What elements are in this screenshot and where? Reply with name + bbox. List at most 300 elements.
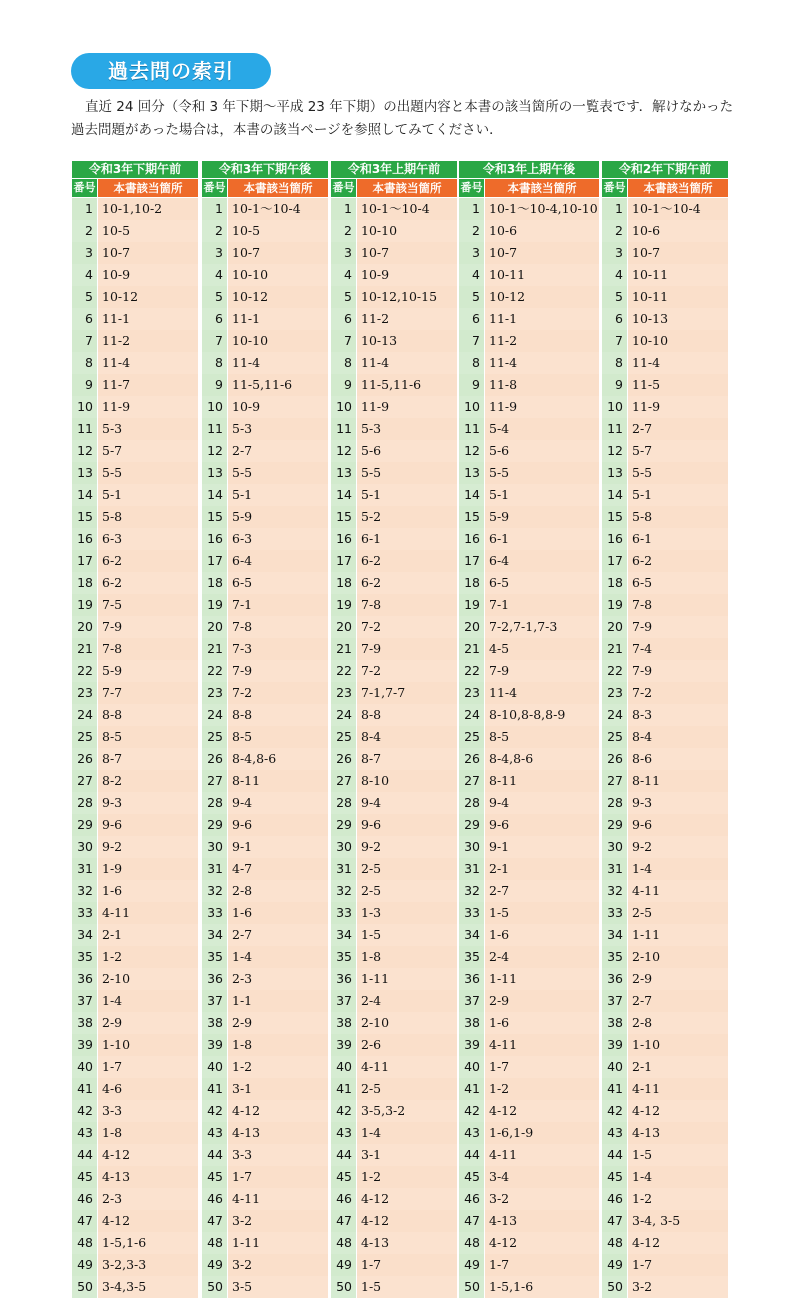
- book-reference: 6-2: [98, 572, 198, 594]
- table-row: [331, 616, 457, 638]
- table-row: [202, 550, 328, 572]
- question-number: 46: [459, 1188, 484, 1210]
- book-reference: 5-2: [357, 506, 457, 528]
- table-row: [602, 484, 728, 506]
- table-row: [202, 1100, 328, 1122]
- question-number: 12: [202, 440, 227, 462]
- book-reference: 5-9: [98, 660, 198, 682]
- exam-session-header: 令和2年下期午前: [602, 161, 728, 178]
- book-reference: 3-2: [228, 1254, 328, 1276]
- exam-session-header: 令和3年上期午後: [459, 161, 599, 178]
- book-reference: 4-5: [485, 638, 599, 660]
- table-row: [602, 550, 728, 572]
- book-reference: 1-3: [357, 902, 457, 924]
- book-reference: 10-5: [228, 220, 328, 242]
- question-number: 36: [459, 968, 484, 990]
- book-reference: 5-1: [98, 484, 198, 506]
- table-row: [72, 220, 198, 242]
- book-reference: 10-10: [228, 264, 328, 286]
- question-number: 41: [72, 1078, 97, 1100]
- book-reference: 1-11: [485, 968, 599, 990]
- table-row: [459, 462, 599, 484]
- book-reference: 5-5: [228, 462, 328, 484]
- number-header: 番号: [202, 179, 227, 197]
- question-number: 44: [602, 1144, 627, 1166]
- question-number: 41: [202, 1078, 227, 1100]
- book-reference: 1-7: [228, 1166, 328, 1188]
- question-number: 27: [331, 770, 356, 792]
- table-row: [72, 660, 198, 682]
- book-reference: 10-7: [628, 242, 728, 264]
- question-number: 36: [72, 968, 97, 990]
- book-reference: 5-9: [485, 506, 599, 528]
- table-row: [459, 880, 599, 902]
- book-reference: 8-10,8-8,8-9: [485, 704, 599, 726]
- question-number: 33: [602, 902, 627, 924]
- table-row: [602, 660, 728, 682]
- book-reference: 2-7: [228, 440, 328, 462]
- book-reference: 8-7: [98, 748, 198, 770]
- table-row: [602, 418, 728, 440]
- question-number: 32: [602, 880, 627, 902]
- book-reference: 1-6: [228, 902, 328, 924]
- exam-session-header: 令和3年上期午前: [331, 161, 457, 178]
- table-row: [72, 726, 198, 748]
- question-number: 10: [202, 396, 227, 418]
- book-reference: 11-1: [228, 308, 328, 330]
- book-reference: 1-10: [628, 1034, 728, 1056]
- question-number: 40: [459, 1056, 484, 1078]
- question-number: 50: [602, 1276, 627, 1298]
- book-reference: 2-3: [228, 968, 328, 990]
- book-reference: 10-9: [228, 396, 328, 418]
- column-subheader: [459, 179, 599, 197]
- table-row: [202, 682, 328, 704]
- question-number: 13: [331, 462, 356, 484]
- table-row: [459, 330, 599, 352]
- table-row: [459, 440, 599, 462]
- book-reference: 1-6: [98, 880, 198, 902]
- book-reference: 6-3: [228, 528, 328, 550]
- question-number: 40: [72, 1056, 97, 1078]
- table-row: [602, 352, 728, 374]
- question-number: 3: [459, 242, 484, 264]
- question-number: 40: [331, 1056, 356, 1078]
- question-number: 6: [331, 308, 356, 330]
- table-row: [72, 770, 198, 792]
- table-row: [459, 858, 599, 880]
- table-row: [72, 1122, 198, 1144]
- question-number: 25: [72, 726, 97, 748]
- question-number: 3: [602, 242, 627, 264]
- question-number: 1: [602, 198, 627, 220]
- table-row: [602, 330, 728, 352]
- table-row: [331, 924, 457, 946]
- table-row: [202, 1254, 328, 1276]
- table-row: [72, 462, 198, 484]
- book-reference: 9-4: [228, 792, 328, 814]
- book-reference: 11-4: [98, 352, 198, 374]
- table-row: [459, 1276, 599, 1298]
- question-number: 49: [72, 1254, 97, 1276]
- table-row: [602, 814, 728, 836]
- book-reference: 8-4,8-6: [228, 748, 328, 770]
- book-reference: 2-10: [357, 1012, 457, 1034]
- question-number: 24: [459, 704, 484, 726]
- question-number: 41: [459, 1078, 484, 1100]
- table-row: [202, 660, 328, 682]
- question-number: 5: [202, 286, 227, 308]
- table-row: [459, 1100, 599, 1122]
- question-number: 41: [602, 1078, 627, 1100]
- book-reference: 3-4, 3-5: [628, 1210, 728, 1232]
- question-number: 2: [459, 220, 484, 242]
- table-row: [331, 1188, 457, 1210]
- book-reference: 8-4: [357, 726, 457, 748]
- table-row: [331, 792, 457, 814]
- question-number: 14: [202, 484, 227, 506]
- book-reference: 2-4: [485, 946, 599, 968]
- book-reference: 5-3: [98, 418, 198, 440]
- book-reference: 11-9: [98, 396, 198, 418]
- table-row: [602, 1166, 728, 1188]
- question-number: 35: [459, 946, 484, 968]
- question-number: 2: [202, 220, 227, 242]
- table-row: [202, 308, 328, 330]
- book-reference: 11-8: [485, 374, 599, 396]
- exam-column-group: [202, 161, 328, 1298]
- question-number: 15: [331, 506, 356, 528]
- table-row: [331, 1078, 457, 1100]
- table-row: [459, 902, 599, 924]
- question-number: 34: [72, 924, 97, 946]
- table-row: [459, 1034, 599, 1056]
- question-number: 39: [602, 1034, 627, 1056]
- question-number: 50: [72, 1276, 97, 1298]
- table-row: [459, 264, 599, 286]
- book-reference: 10-7: [98, 242, 198, 264]
- table-row: [459, 198, 599, 220]
- question-number: 29: [331, 814, 356, 836]
- question-number: 21: [72, 638, 97, 660]
- table-row: [202, 528, 328, 550]
- table-row: [202, 374, 328, 396]
- question-number: 5: [459, 286, 484, 308]
- table-row: [459, 1210, 599, 1232]
- book-reference: 10-6: [628, 220, 728, 242]
- book-reference: 10-7: [228, 242, 328, 264]
- question-number: 31: [72, 858, 97, 880]
- table-row: [202, 814, 328, 836]
- book-reference: 1-2: [98, 946, 198, 968]
- question-number: 8: [202, 352, 227, 374]
- question-number: 49: [459, 1254, 484, 1276]
- book-reference: 7-7: [98, 682, 198, 704]
- book-reference: 8-11: [485, 770, 599, 792]
- book-reference: 10-1～10-4: [357, 198, 457, 220]
- book-reference: 5-7: [628, 440, 728, 462]
- question-number: 12: [72, 440, 97, 462]
- exam-session-header: 令和3年下期午後: [202, 161, 328, 178]
- table-row: [72, 704, 198, 726]
- book-reference: 3-5: [228, 1276, 328, 1298]
- book-reference: 8-3: [628, 704, 728, 726]
- table-row: [331, 396, 457, 418]
- book-reference: 10-12: [98, 286, 198, 308]
- book-reference: 2-10: [98, 968, 198, 990]
- question-number: 28: [202, 792, 227, 814]
- question-number: 14: [331, 484, 356, 506]
- question-number: 25: [331, 726, 356, 748]
- question-number: 45: [459, 1166, 484, 1188]
- book-reference: 6-5: [485, 572, 599, 594]
- table-row: [331, 484, 457, 506]
- question-number: 38: [602, 1012, 627, 1034]
- table-row: [459, 836, 599, 858]
- book-reference: 7-1: [228, 594, 328, 616]
- book-reference: 1-8: [98, 1122, 198, 1144]
- book-reference: 7-2: [357, 616, 457, 638]
- book-reference: 1-9: [98, 858, 198, 880]
- question-number: 3: [72, 242, 97, 264]
- book-reference: 1-2: [628, 1188, 728, 1210]
- question-number: 13: [72, 462, 97, 484]
- book-reference: 8-10: [357, 770, 457, 792]
- book-reference: 9-2: [628, 836, 728, 858]
- table-row: [202, 440, 328, 462]
- table-row: [602, 1210, 728, 1232]
- table-row: [459, 1232, 599, 1254]
- question-number: 46: [602, 1188, 627, 1210]
- question-number: 46: [331, 1188, 356, 1210]
- table-row: [72, 1166, 198, 1188]
- table-row: [202, 638, 328, 660]
- table-row: [202, 220, 328, 242]
- question-number: 31: [602, 858, 627, 880]
- question-number: 4: [459, 264, 484, 286]
- book-reference: 6-2: [357, 572, 457, 594]
- question-number: 24: [331, 704, 356, 726]
- table-row: [202, 198, 328, 220]
- question-number: 30: [72, 836, 97, 858]
- question-number: 9: [602, 374, 627, 396]
- question-number: 17: [331, 550, 356, 572]
- question-number: 17: [602, 550, 627, 572]
- table-row: [459, 924, 599, 946]
- question-number: 7: [72, 330, 97, 352]
- table-row: [202, 1144, 328, 1166]
- question-number: 14: [72, 484, 97, 506]
- question-number: 22: [72, 660, 97, 682]
- question-number: 23: [602, 682, 627, 704]
- table-row: [72, 242, 198, 264]
- table-row: [331, 594, 457, 616]
- table-row: [72, 1100, 198, 1122]
- book-reference: 11-9: [485, 396, 599, 418]
- table-row: [459, 792, 599, 814]
- table-row: [602, 990, 728, 1012]
- book-reference: 3-3: [98, 1100, 198, 1122]
- book-reference: 4-11: [485, 1144, 599, 1166]
- table-row: [602, 572, 728, 594]
- book-reference: 6-1: [357, 528, 457, 550]
- book-reference: 2-9: [628, 968, 728, 990]
- table-row: [72, 198, 198, 220]
- table-row: [331, 726, 457, 748]
- question-number: 13: [202, 462, 227, 484]
- question-number: 20: [202, 616, 227, 638]
- question-number: 37: [602, 990, 627, 1012]
- question-number: 40: [202, 1056, 227, 1078]
- question-number: 14: [602, 484, 627, 506]
- book-reference: 1-4: [357, 1122, 457, 1144]
- table-row: [459, 1012, 599, 1034]
- table-row: [459, 616, 599, 638]
- question-number: 16: [331, 528, 356, 550]
- question-number: 9: [202, 374, 227, 396]
- book-reference: 2-9: [485, 990, 599, 1012]
- table-row: [331, 1210, 457, 1232]
- book-reference: 5-3: [228, 418, 328, 440]
- table-row: [331, 440, 457, 462]
- book-reference: 5-5: [357, 462, 457, 484]
- question-number: 37: [459, 990, 484, 1012]
- question-number: 20: [331, 616, 356, 638]
- table-row: [331, 374, 457, 396]
- book-reference: 2-7: [228, 924, 328, 946]
- book-reference: 6-5: [628, 572, 728, 594]
- question-number: 27: [602, 770, 627, 792]
- table-row: [602, 1056, 728, 1078]
- table-row: [331, 968, 457, 990]
- question-number: 38: [72, 1012, 97, 1034]
- question-number: 49: [331, 1254, 356, 1276]
- question-number: 16: [202, 528, 227, 550]
- question-number: 23: [72, 682, 97, 704]
- book-reference: 4-12: [485, 1232, 599, 1254]
- book-reference: 2-8: [628, 1012, 728, 1034]
- question-number: 39: [331, 1034, 356, 1056]
- table-row: [202, 572, 328, 594]
- book-reference: 7-9: [357, 638, 457, 660]
- exam-column-group: [72, 161, 198, 1298]
- table-row: [72, 990, 198, 1012]
- table-row: [331, 1012, 457, 1034]
- table-row: [331, 1166, 457, 1188]
- question-number: 36: [602, 968, 627, 990]
- table-row: [602, 462, 728, 484]
- question-number: 49: [602, 1254, 627, 1276]
- book-reference: 1-5: [485, 902, 599, 924]
- book-reference: 1-5,1-6: [485, 1276, 599, 1298]
- table-row: [602, 792, 728, 814]
- table-row: [459, 990, 599, 1012]
- table-row: [602, 968, 728, 990]
- exam-column-group: [331, 161, 457, 1298]
- question-number: 7: [602, 330, 627, 352]
- question-number: 23: [459, 682, 484, 704]
- book-reference: 11-9: [357, 396, 457, 418]
- book-reference: 1-6: [485, 1012, 599, 1034]
- book-reference: 4-12: [357, 1188, 457, 1210]
- question-number: 30: [331, 836, 356, 858]
- book-reference: 5-5: [485, 462, 599, 484]
- table-row: [331, 814, 457, 836]
- table-row: [72, 748, 198, 770]
- table-row: [602, 308, 728, 330]
- question-number: 2: [331, 220, 356, 242]
- table-row: [331, 462, 457, 484]
- question-number: 34: [331, 924, 356, 946]
- book-reference: 3-2: [228, 1210, 328, 1232]
- book-reference: 5-4: [485, 418, 599, 440]
- table-row: [202, 1122, 328, 1144]
- question-number: 10: [459, 396, 484, 418]
- book-reference: 9-6: [228, 814, 328, 836]
- table-row: [459, 704, 599, 726]
- book-reference: 4-12: [98, 1210, 198, 1232]
- book-reference: 10-10: [228, 330, 328, 352]
- table-row: [602, 924, 728, 946]
- table-row: [72, 352, 198, 374]
- book-reference: 4-11: [628, 880, 728, 902]
- question-number: 10: [72, 396, 97, 418]
- table-row: [331, 330, 457, 352]
- table-row: [602, 880, 728, 902]
- question-number: 32: [331, 880, 356, 902]
- table-row: [72, 682, 198, 704]
- question-number: 16: [602, 528, 627, 550]
- book-reference: 8-8: [228, 704, 328, 726]
- table-row: [602, 198, 728, 220]
- book-reference: 5-5: [628, 462, 728, 484]
- table-row: [202, 264, 328, 286]
- intro-paragraph: 直近 24 回分（令和 3 年下期～平成 23 年下期）の出題内容と本書の該当箇所の一覧表です．解けなかった過去問題があった場合は，本書の該当ページを参照してみてください．: [71, 99, 734, 138]
- book-reference: 5-1: [485, 484, 599, 506]
- book-reference: 3-2: [628, 1276, 728, 1298]
- question-number: 11: [459, 418, 484, 440]
- book-reference: 1-4: [228, 946, 328, 968]
- table-row: [602, 726, 728, 748]
- question-number: 43: [202, 1122, 227, 1144]
- book-reference: 7-9: [98, 616, 198, 638]
- book-reference: 1-4: [98, 990, 198, 1012]
- question-number: 22: [459, 660, 484, 682]
- book-reference: 11-4: [628, 352, 728, 374]
- table-row: [602, 770, 728, 792]
- book-reference: 8-5: [98, 726, 198, 748]
- table-row: [72, 1012, 198, 1034]
- book-reference: 4-11: [485, 1034, 599, 1056]
- book-reference: 9-6: [485, 814, 599, 836]
- question-number: 22: [602, 660, 627, 682]
- book-reference: 10-6: [485, 220, 599, 242]
- book-reference: 10-11: [485, 264, 599, 286]
- book-reference: 2-3: [98, 1188, 198, 1210]
- table-row: [602, 902, 728, 924]
- question-number: 26: [202, 748, 227, 770]
- reference-header: 本書該当箇所: [228, 179, 328, 197]
- question-number: 7: [331, 330, 356, 352]
- book-reference: 7-9: [628, 616, 728, 638]
- table-row: [72, 418, 198, 440]
- table-row: [72, 1210, 198, 1232]
- book-reference: 7-9: [485, 660, 599, 682]
- book-reference: 10-9: [98, 264, 198, 286]
- table-row: [331, 308, 457, 330]
- book-reference: 2-10: [628, 946, 728, 968]
- book-reference: 4-13: [98, 1166, 198, 1188]
